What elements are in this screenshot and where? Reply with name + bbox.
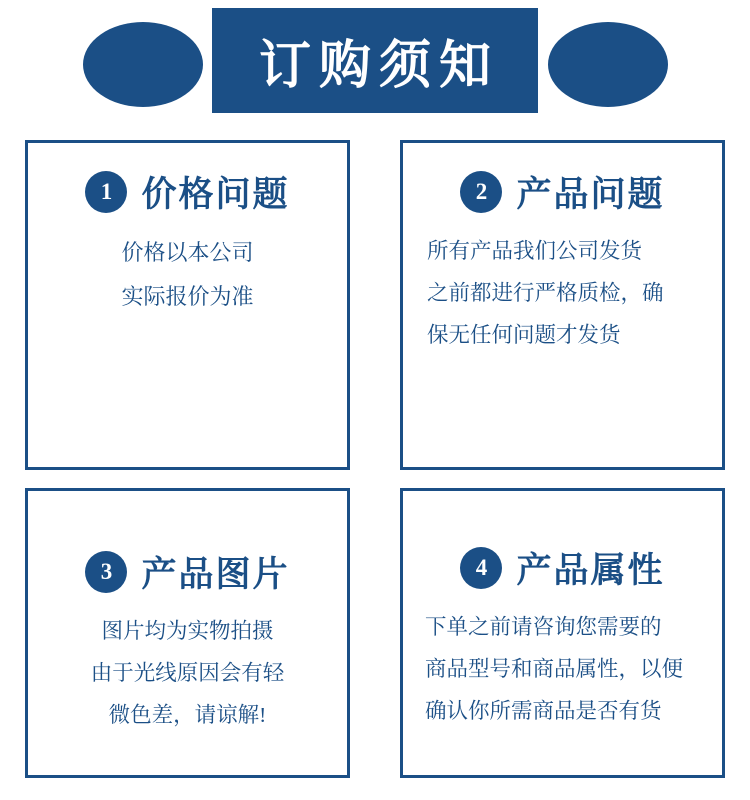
notice-card-line: 由于光线原因会有轻: [90, 660, 285, 685]
notice-card-header: [46, 167, 329, 217]
notice-card-price: [25, 140, 350, 470]
notice-card-line: 所有产品我们公司发货: [427, 239, 643, 263]
notice-card-number-badge: 1: [85, 171, 127, 213]
notice-card-header: [421, 167, 704, 217]
notice-card-grid: [0, 140, 750, 778]
notice-card-line: 商品型号和商品属性，以便: [425, 656, 684, 681]
notice-card-body: [421, 607, 704, 733]
notice-card-title: 产品图片: [141, 555, 290, 594]
notice-card-body: [46, 231, 329, 319]
notice-card-header: [421, 543, 704, 593]
notice-card-header: [46, 547, 329, 597]
notice-card-line: 图片均为实物拍摄: [101, 619, 274, 643]
notice-card-line: 实际报价为准: [121, 284, 254, 309]
header-decoration-left-ellipse: [83, 22, 203, 107]
notice-card-product-images: [25, 488, 350, 778]
notice-card-line: 确认你所需商品是否有货: [425, 698, 662, 723]
page-title: 订购须知: [258, 38, 499, 95]
notice-card-line: 之前都进行严格质检，确: [427, 280, 664, 305]
notice-card-product-quality: [400, 140, 725, 470]
notice-row-bottom: [0, 488, 750, 778]
notice-card-body: [421, 231, 704, 357]
notice-card-product-attributes: [400, 488, 725, 778]
notice-card-line: 保无任何问题才发货: [427, 322, 621, 347]
notice-card-number-badge: 4: [460, 547, 502, 589]
notice-row-top: [0, 140, 750, 470]
notice-card-body: [46, 611, 329, 737]
notice-card-line: 下单之前请咨询您需要的: [425, 615, 662, 639]
header-decoration-right-ellipse: [548, 22, 668, 107]
notice-card-line: 价格以本公司: [121, 240, 254, 265]
notice-card-title: 价格问题: [141, 175, 290, 214]
notice-card-number-badge: 3: [85, 551, 127, 593]
header-title-box: [212, 8, 538, 113]
notice-card-number-badge: 2: [460, 171, 502, 213]
notice-card-title: 产品问题: [516, 175, 665, 214]
notice-card-title: 产品属性: [516, 551, 665, 590]
notice-card-line: 微色差，请谅解!: [108, 702, 267, 727]
header-banner: [0, 0, 750, 135]
